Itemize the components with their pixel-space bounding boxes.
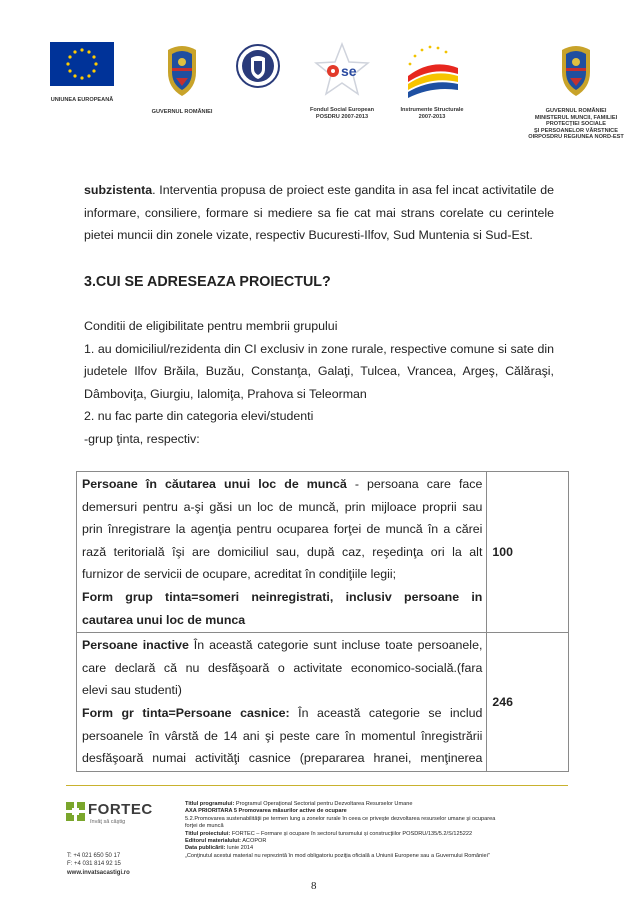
labour-ministry-caption-3: PROTECȚIEI SOCIALE: [546, 121, 606, 128]
row-1-line-2: demersuri pentru a-şi găsi un loc de muncă, prin mijloace proprii sau: [82, 499, 483, 514]
program-label: Data publicării:: [185, 845, 226, 852]
condition-2: 2. nu fac parte din categoria elevi/studenti: [84, 409, 314, 423]
coat-of-arms-icon: [556, 42, 596, 100]
fse-star-icon: [314, 42, 370, 100]
target-group-label: -grup ţinta, respectiv:: [84, 431, 200, 446]
program-label: AXA PRIORITARA 5 Promovarea măsurilor active de ocupare: [185, 808, 347, 815]
row-1-line-5: furnizor de servicii de ocupare, acreditat în condiţiile legii;: [82, 567, 397, 582]
labour-ministry-caption-5: OIRPOSDRU REGIUNEA NORD-EST: [528, 134, 624, 141]
condition-1-line-2: judetele Ilfov Brăila, Buzău, Constanţa, Galaţi, Tulcea, Vrancea, Argeş, Călăraşi,: [84, 364, 554, 378]
is-caption-1: Instrumente Structurale: [400, 107, 464, 113]
svg-text:se: se: [341, 63, 357, 79]
row-2-text-1: În această categorie sunt incluse toate persoanele,: [188, 638, 483, 653]
program-line: [185, 823, 580, 830]
structural-instruments-icon: [402, 42, 462, 100]
labour-ministry-logo: [520, 42, 632, 141]
labour-ministry-caption-2: MINISTERUL MUNCII, FAMILIEI: [534, 114, 618, 121]
target-group-table-container: [70, 470, 575, 778]
eligibility-title: Conditii de eligibilitate pentru membrii grupului: [84, 319, 338, 333]
government-logo: [140, 42, 224, 116]
eu-flag-icon: [50, 42, 114, 86]
intro-bold-word: subzistenta: [84, 183, 153, 197]
program-value: 5.2.Promovarea sustenabilităţii pe termen lung a zonelor rurale în ceea ce priveşte dezvoltarea resurselor umane şi ocuparea: [185, 815, 496, 822]
program-info: [185, 801, 580, 860]
program-line: [185, 816, 580, 823]
program-value: „Conţinutul acestui material nu reprezintă în mod obligatoriu poziţia oficială a Uniunii Europene sau a Guvernului României”: [185, 852, 490, 859]
program-value: Programul Operaţional Sectorial pentru Dezvoltarea Resurselor Umane: [234, 801, 413, 807]
row-1-text-1: - persoana care face: [346, 477, 483, 491]
is-caption-2: 2007-2013: [418, 113, 446, 120]
contact-website[interactable]: www.invatsacastigi.ro: [67, 869, 130, 876]
program-line: [185, 838, 580, 845]
contact-phone: T: +4 021 650 50 17: [67, 853, 121, 859]
program-line: [185, 853, 580, 860]
structural-instruments-logo: [400, 42, 464, 120]
program-line: [185, 801, 580, 808]
program-line: [185, 808, 580, 815]
row-2-line-1: [82, 634, 482, 657]
row-2-line-2: care declară că nu desfăşoară o activitate economico-socială.(fara: [82, 660, 483, 675]
contact-fax: F: +4 031 814 92 15: [67, 861, 121, 868]
page-number: 8: [311, 880, 317, 892]
row-2-line-3: elevi sau studenti): [82, 683, 182, 698]
program-value: FORTEC – Formare și ocupare în sectorul tunsmului și construcţiilor POSDRU/135/5.2/S/125222: [230, 830, 473, 837]
table-row: [77, 472, 569, 633]
row-1-form-line-2: cautarea unui loc de munca: [82, 612, 246, 627]
intro-line-2: informare, consiliere, formare si mediere sa fie cat mai strans corelate cu cerintele: [84, 205, 554, 220]
row-2-line-6: desfăşoară numai activităţi casnice (prepararea hranei, menţinerea: [82, 751, 483, 766]
program-line: [185, 831, 580, 838]
coat-of-arms-icon: [162, 42, 202, 100]
footer-divider: [66, 785, 568, 786]
ministry-logo: [228, 42, 288, 95]
row-2-line-4: [82, 702, 482, 725]
row-1-count: 100: [487, 472, 569, 633]
fse-logo: [303, 42, 381, 120]
row-2-count: 246: [487, 633, 569, 772]
row-1-title: Persoane în căutarea unui loc de muncă: [82, 477, 347, 491]
row-2-form-label: Form gr tinta=Persoane casnice:: [82, 705, 290, 720]
intro-line-1: [84, 179, 554, 202]
program-label: Titlul programului:: [185, 801, 235, 807]
program-label: Titlul proiectului:: [185, 830, 231, 837]
row-2-line-5: persoanele în vârstă de 14 ani şi peste care în momentul înregistrării: [82, 728, 483, 743]
fortec-tagline: învăţ să câştig: [90, 819, 126, 825]
contact-info: [67, 852, 130, 877]
fse-caption-2: POSDRU 2007-2013: [315, 113, 369, 120]
labour-ministry-caption-4: ȘI PERSOANELOR VÂRSTNICE: [534, 127, 618, 134]
target-group-table: [76, 471, 569, 772]
program-value: forţei de muncă: [185, 823, 224, 830]
table-row: [77, 633, 569, 772]
row-1-line-4: rază teritorială îşi are domiciliul sau, după caz, reşedinţa ori la alt: [82, 544, 483, 559]
row-1-form-line-1: Form grup tinta=someri neinregistrati, inclusiv persoane in: [82, 589, 483, 604]
government-caption: GUVERNUL ROMÂNIEI: [151, 109, 213, 115]
intro-paragraph: [84, 179, 554, 247]
row-2-title: Persoane inactive: [82, 638, 189, 653]
row-2-description: [77, 633, 487, 772]
fortec-brand-name: FORTEC: [88, 801, 153, 818]
row-1-description: [77, 472, 487, 633]
program-line: [185, 845, 580, 852]
intro-line-3: pietei muncii din zonele vizate, respectiv Bucuresti-Ilfov, Sud Muntenia si Sud-Est.: [84, 228, 533, 242]
program-value: ACOPOR: [240, 838, 267, 845]
program-value: Iunie 2014: [225, 845, 254, 852]
condition-1-line-3: Dâmboviţa, Giurgiu, Ialomiţa, Prahova si Teleorman: [84, 386, 367, 401]
labour-ministry-caption-1: GUVERNUL ROMÂNIEI: [545, 108, 607, 114]
row-1-line-3: prin înregistrare la agenţia pentru ocuparea forţei de muncă în a cărei: [82, 522, 483, 537]
ministry-seal-icon: [236, 42, 280, 90]
section-heading: 3.CUI SE ADRESEAZA PROIECTUL?: [84, 274, 331, 290]
fse-caption-1: Fondul Social European: [309, 107, 375, 113]
row-1-line-1: [82, 473, 482, 496]
fortec-mark-icon: [66, 802, 86, 822]
condition-1-line-1: 1. au domiciliul/rezidenta din CI exclusiv in zone rurale, respective comune si sate din: [84, 341, 554, 356]
eligibility-section: [84, 315, 554, 450]
program-label: Editorul materialului:: [185, 838, 241, 845]
intro-line-1-text: . Interventia propusa de proiect este gandita in asa fel incat activitatile de: [152, 183, 554, 197]
eu-caption: UNIUNEA EUROPEANĂ: [50, 97, 114, 103]
eu-logo: [50, 42, 114, 104]
row-2-form-text: În această categorie se includ: [289, 705, 483, 720]
